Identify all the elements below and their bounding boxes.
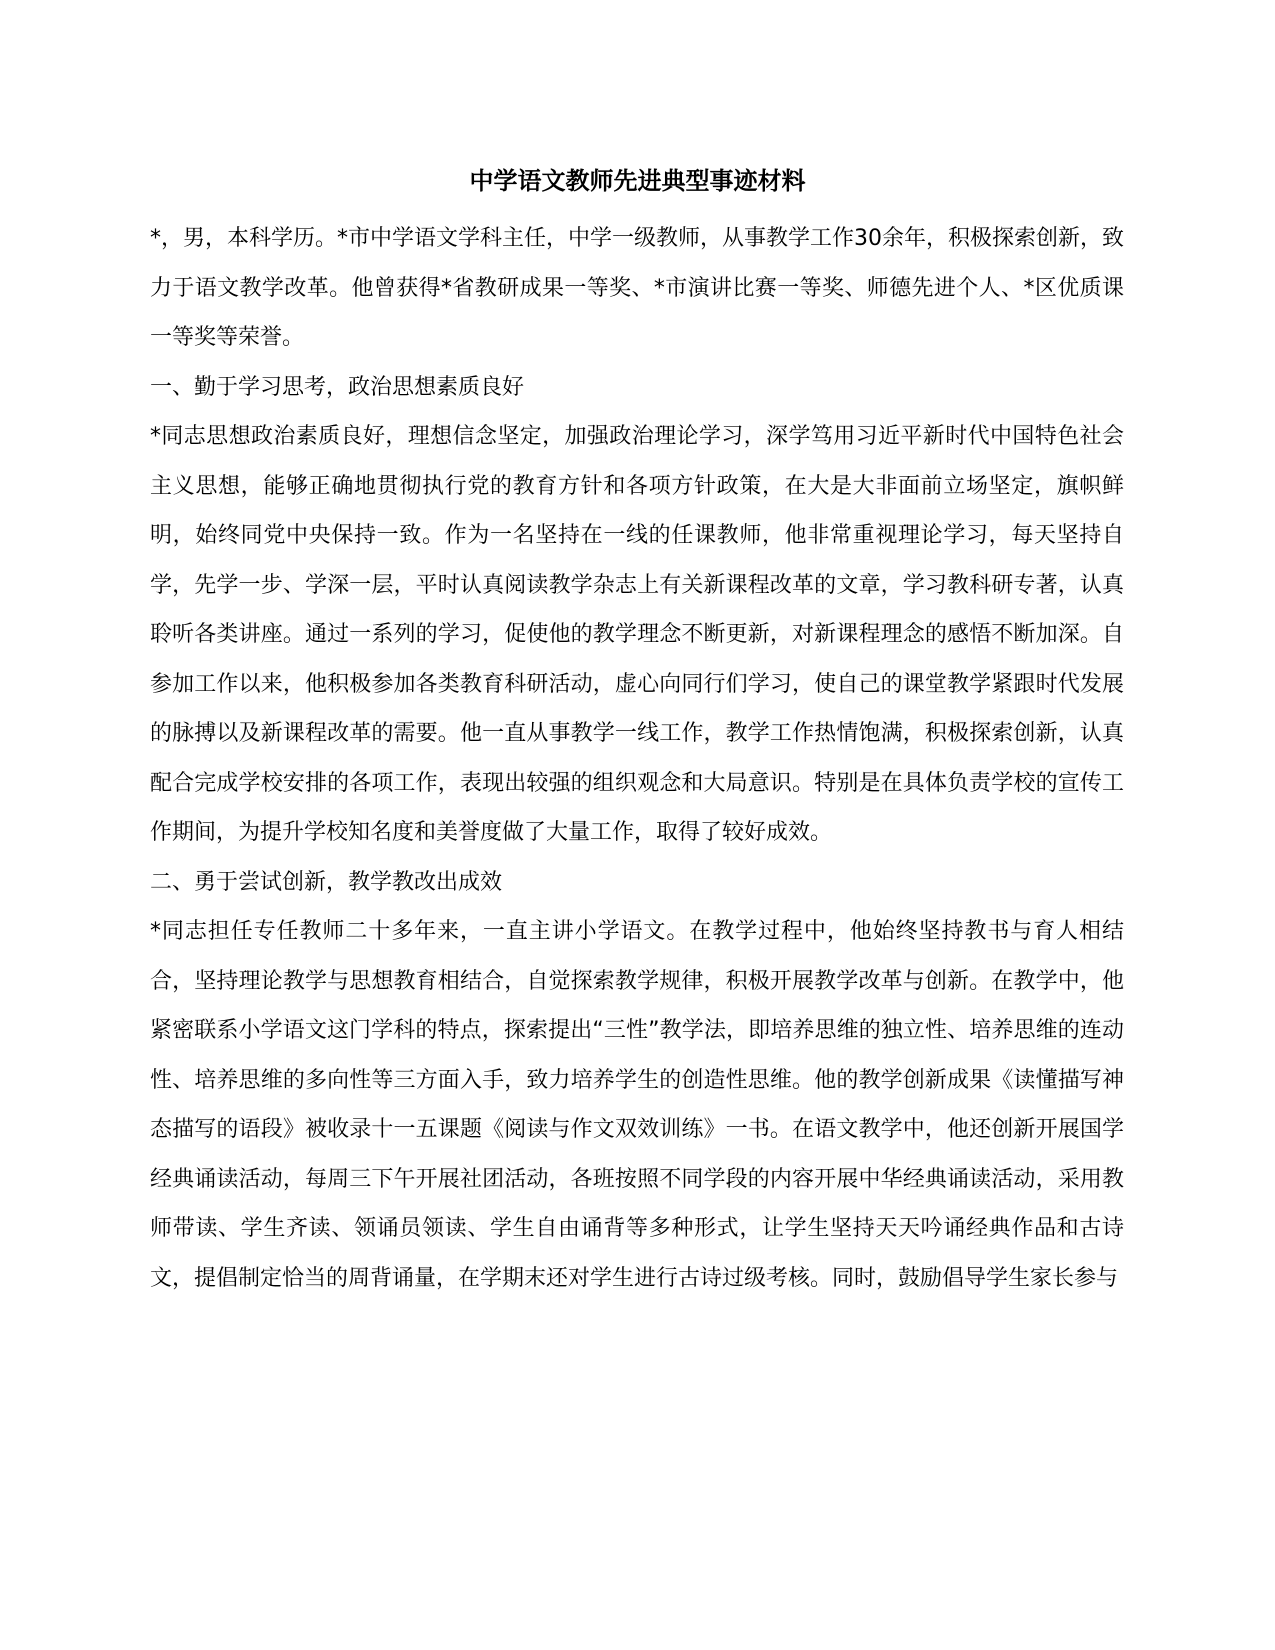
- intro-paragraph: *，男，本科学历。*市中学语文学科主任，中学一级教师，从事教学工作30余年，积极探索创新，致力于语文教学改革。他曾获得*省教研成果一等奖、*市演讲比赛一等奖、师德先进个人、*区优质课一等奖等荣誉。: [150, 226, 1124, 350]
- section-2-paragraph: *同志担任专任教师二十多年来，一直主讲小学语文。在教学过程中，他始终坚持教书与育人相结合，坚持理论教学与思想教育相结合，自觉探索教学规律，积极开展教学改革与创新。在教学中，他紧密联系小学语文这门学科的特点，探索提出“三性”教学法，即培养思维的独立性、培养思维的连动性、培养思维的多向性等三方面入手，致力培养学生的创造性思维。他的教学创新成果《读懂描写神态描写的语段》被收录十一五课题《阅读与作文双效训练》一书。在语文教学中，他还创新开展国学经典诵读活动，每周三下午开展社团活动，各班按照不同学段的内容开展中华经典诵读活动，采用教师带读、学生齐读、领诵员领读、学生自由诵背等多种形式，让学生坚持天天吟诵经典作品和古诗文，提倡制定恰当的周背诵量，在学期末还对学生进行古诗过级考核。同时，鼓励倡导学生家长参与: [150, 919, 1124, 1291]
- document-title: 中学语文教师先进典型事迹材料: [469, 167, 806, 195]
- section-heading-1: 一、勤于学习思考，政治思想素质良好: [150, 374, 525, 400]
- section-1-paragraph: *同志思想政治素质良好，理想信念坚定，加强政治理论学习，深学笃用习近平新时代中国特色社会主义思想，能够正确地贯彻执行党的教育方针和各项方针政策，在大是大非面前立场坚定，旗帜鲜明，始终同党中央保持一致。作为一名坚持在一线的任课教师，他非常重视理论学习，每天坚持自学，先学一步、学深一层，平时认真阅读教学杂志上有关新课程改革的文章，学习教科研专著，认真聆听各类讲座。通过一系列的学习，促使他的教学理念不断更新，对新课程理念的感悟不断加深。自参加工作以来，他积极参加各类教育科研活动，虚心向同行们学习，使自己的课堂教学紧跟时代发展的脉搏以及新课程改革的需要。他一直从事教学一线工作，教学工作热情饱满，积极探索创新，认真配合完成学校安排的各项工作，表现出较强的组织观念和大局意识。特别是在具体负责学校的宣传工作期间，为提升学校知名度和美誉度做了大量工作，取得了较好成效。: [150, 424, 1124, 845]
- section-heading-2: 二、勇于尝试创新，教学教改出成效: [150, 869, 503, 895]
- document-body: [150, 214, 1124, 1303]
